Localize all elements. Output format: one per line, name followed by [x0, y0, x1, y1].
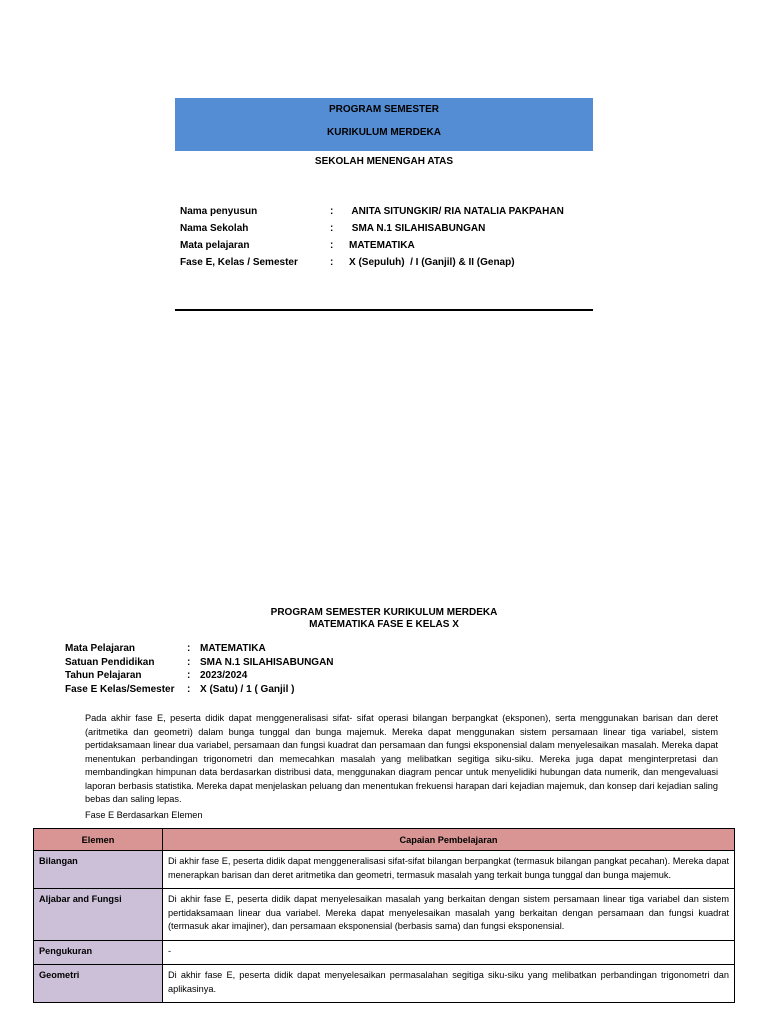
- column-header-element: Elemen: [34, 829, 163, 851]
- element-cell: Bilangan: [34, 851, 163, 889]
- info-value: X (Sepuluh) / I (Ganjil) & II (Genap): [349, 257, 515, 268]
- info-separator: :: [187, 683, 191, 695]
- outcome-cell: Di akhir fase E, peserta didik dapat menyelesaikan masalah yang berkaitan dengan sistem persamaan linear tiga variabel dan sistem pertidaksamaan linear dua variabel. Mereka dapat menyelesaikan masalah yang berkaitan dengan persamaan dan fungsi kuadrat (termasuk akar imajiner), dan persamaan eksponensial (berbasis sama) dan fungsi eksponensial.: [163, 889, 735, 941]
- info-label: Fase E Kelas/Semester: [65, 683, 175, 695]
- element-cell: Geometri: [34, 965, 163, 1003]
- info-separator: :: [187, 670, 191, 681]
- info-label: Tahun Pelajaran: [65, 670, 142, 681]
- info-separator: :: [187, 656, 191, 668]
- element-cell: Aljabar and Fungsi: [34, 889, 163, 941]
- info-value: ANITA SITUNGKIR/ RIA NATALIA PAKPAHAN: [349, 206, 564, 217]
- info-separator: :: [330, 206, 334, 217]
- phase-elements-label: Fase E Berdasarkan Elemen: [85, 810, 203, 820]
- info-label: Fase E, Kelas / Semester: [180, 257, 298, 268]
- info-value: X (Satu) / 1 ( Ganjil ): [200, 683, 295, 695]
- column-header-outcome: Capaian Pembelajaran: [163, 829, 735, 851]
- banner-title-line1: PROGRAM SEMESTER: [328, 104, 439, 115]
- table-header-row: [34, 829, 735, 851]
- info-separator: :: [187, 643, 191, 654]
- info-value: SMA N.1 SILAHISABUNGAN: [200, 656, 334, 668]
- outcome-cell: Di akhir fase E, peserta didik dapat menggeneralisasi sifat-sifat bilangan berpangkat (termasuk bilangan pangkat pecahan). Mereka dapat menerapkan barisan dan deret aritmetika dan geometri, termasuk masalah yang terkait bunga tunggal dan bunga majemuk.: [163, 851, 735, 889]
- table-row: [34, 940, 735, 965]
- title-banner: [175, 98, 593, 151]
- info-value: MATEMATIKA: [349, 240, 415, 251]
- horizontal-divider: [175, 309, 593, 311]
- school-level-subtitle: SEKOLAH MENENGAH ATAS: [314, 156, 454, 167]
- banner-title-line2: KURIKULUM MERDEKA: [327, 127, 441, 138]
- table-row: [34, 851, 735, 889]
- info-label: Mata Pelajaran: [65, 643, 136, 654]
- section-title: [0, 607, 768, 631]
- learning-outcomes-table: [33, 828, 735, 1003]
- info-separator: :: [330, 240, 334, 251]
- info-value: MATEMATIKA: [200, 643, 266, 654]
- element-cell: Pengukuran: [34, 940, 163, 965]
- info-separator: :: [330, 223, 334, 234]
- table-row: [34, 965, 735, 1003]
- info-label: Mata pelajaran: [180, 240, 250, 251]
- table-row: [34, 889, 735, 941]
- info-label: Nama Sekolah: [180, 223, 249, 234]
- info-label: Nama penyusun: [180, 206, 258, 217]
- info-separator: :: [330, 257, 334, 268]
- outcome-cell: Di akhir fase E, peserta didik dapat menyelesaikan permasalahan segitiga siku-siku yang melibatkan perbandingan trigonometri dan aplikasinya.: [163, 965, 735, 1003]
- info-value: SMA N.1 SILAHISABUNGAN: [349, 223, 486, 234]
- section-title-line1: PROGRAM SEMESTER KURIKULUM MERDEKA: [270, 607, 498, 618]
- info-value: 2023/2024: [200, 670, 248, 681]
- outcome-cell: -: [163, 940, 735, 965]
- phase-description-paragraph: Pada akhir fase E, peserta didik dapat menggeneralisasi sifat- sifat operasi bilangan berpangkat (eksponen), serta menggunakan barisan dan deret (aritmetika dan geometri) dalam bunga tunggal dan bunga majemuk. Mereka dapat menggunakan sistem persamaan linear tiga variabel, sistem pertidaksamaan linear dua variabel, persamaan dan fungsi kuadrat dan persamaan dan fungsi eksponensial dalam menyelesaikan masalah. Mereka dapat menentukan perbandingan trigonometri dan memecahkan masalah yang melibatkan segitiga siku-siku. Mereka juga dapat menginterpretasi dan membandingkan himpunan data berdasarkan distribusi data, menggunakan diagram pencar untuk menyelidiki hubungan data numerik, dan mengevaluasi laporan berbasis statistika. Mereka dapat menjelaskan peluang dan menentukan frekuensi harapan dari kejadian majemuk, dan konsep dari kejadian saling bebas dan saling lepas.: [85, 713, 718, 804]
- section-title-line2: MATEMATIKA FASE E KELAS X: [309, 619, 459, 630]
- info-label: Satuan Pendidikan: [65, 656, 155, 668]
